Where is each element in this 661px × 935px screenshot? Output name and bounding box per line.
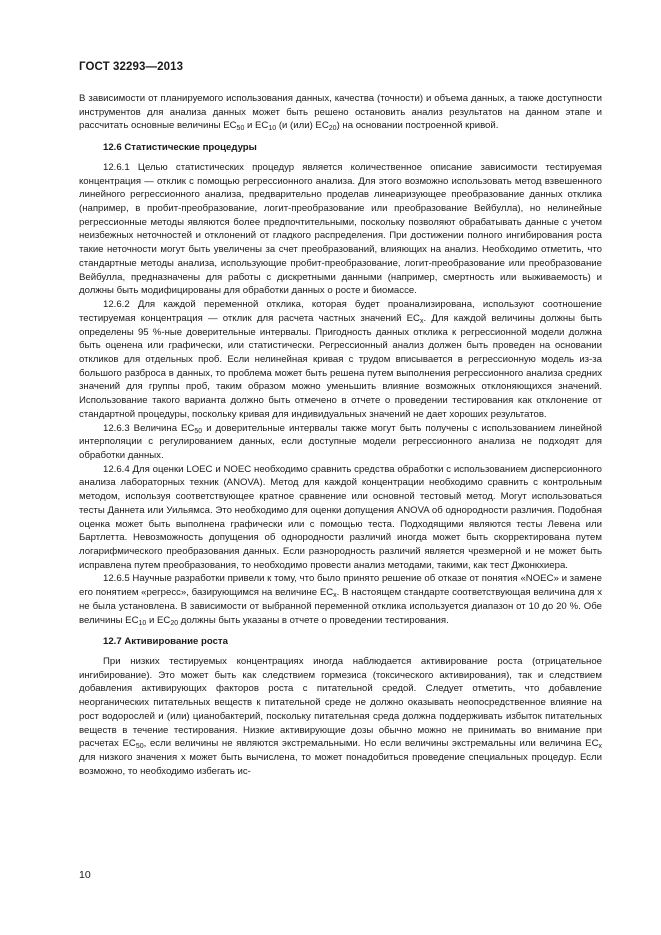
text-run: 12.6.5 Научные разработки привели к тому, что было принято решение об отказе от понятия «NOEC» и замене его понятием «регресс», базирующимся на величине EC [79, 573, 602, 599]
text-run: В зависимости от планируемого использования данных, качества (точности) и объема данных, а также доступности инструментов для анализа данных может быть решено остановить анализ результатов на данном этапе и рассчитать основные величины EC [79, 93, 602, 132]
intro-paragraph [79, 92, 602, 133]
text-run: ) на основании построенной кривой. [336, 120, 499, 132]
text-run: , если величины не являются экстремальными. Но если величины экстремальны или величина EC [143, 738, 599, 750]
text-run: (и (или) EC [276, 120, 329, 132]
subscript: 50 [236, 125, 245, 133]
section-heading-12-6: 12.6 Статистические процедуры [103, 142, 257, 154]
paragraph-12-6-3 [79, 422, 602, 463]
page-number: 10 [79, 869, 91, 881]
text-run: . Для каждой величины должны быть определены 95 %-ные доверительные интервалы. Пригодность данных отклика к регрессионной модели должна быть оценена или графически, или статистически. Регрессионный анализ должен быть проведен на основании откликов для отдельных проб. Если нелинейная кривая с трудом вписывается в регрессионную модель из-за большого разброса в данных, то проблема может быть решена путем выполнения регрессионного анализа средних значений для группы проб, таким образом можно уменьшить влияние возможных отклоняющихся значений. Использование такого варианта должно быть отмечено в отчете о проведении тестирования как отклонение от стандартной процедуры, поскольку кривая для индивидуальных значений не дает хороших результатов. [79, 312, 603, 420]
document-body [79, 92, 602, 779]
text-run: 12.6.3 Величина EC [103, 422, 195, 434]
text-run: для низкого значения x может быть вычислена, то может понадобиться проведение специальных процедур. Если возможно, то необходимо избегать ис- [79, 752, 602, 777]
section-heading-12-7: 12.7 Активирование роста [103, 636, 228, 648]
paragraph-12-6-4: 12.6.4 Для оценки LOEC и NOEC необходимо сравнить средства обработки с использованием дисперсионного анализа лабораторных техник (ANOVA). Метод для каждой концентрации необходимо сравнить с контрольным методом, используя соответствующее кратное сравнение или основной тестовый метод. Могут использоваться тесты Даннета или Уильямса. Это необходимо для оценки допущения ANOVA об однородности различия. Подобная оценка может быть выполнена графически или с помощью теста. Подходящими являются тесты Левена или Бартлетта. Невозможность допущения об однородности различий иногда может быть скорректирована путем логарифмического преобразования данных. Если разнородность различий является чрезмерной и не может быть исправлена путем преобразования, то необходимо провести анализ методами, такими, как тест Джонкхиера. [79, 463, 602, 571]
text-run: и доверительные интервалы также могут быть получены с использованием линейной интерполяции с регулированием данных, если доступные модели регрессионного анализа не подходят для обработки данных. [79, 422, 602, 461]
paragraph-12-6-2 [79, 298, 602, 421]
text-run: и EC [146, 614, 171, 626]
text-run: 12.6.2 Для каждой переменной отклика, которая будет проанализирована, используют соотношение тестируемая концентрация — отклик для расчета частных значений EC [79, 299, 602, 324]
subscript: 10 [138, 619, 147, 627]
subscript: 50 [135, 743, 144, 751]
document-header: ГОСТ 32293—2013 [79, 61, 184, 73]
subscript: 20 [328, 125, 337, 133]
paragraph-12-6-5 [79, 572, 602, 627]
subscript: 20 [170, 619, 179, 627]
text-run: и EC [244, 120, 269, 132]
text-run: При низких тестируемых концентрациях иногда наблюдается активирование роста (отрицательное ингибирование). Это может быть как следствием гормезиса (токсического активирования), так и следствием добавления активирующих факторов роста с питательной средой. Следует отметить, что добавление неорганических питательных веществ к питательной среде не должно оказывать неопосредственное влияние на рост водорослей и (или) цианобактерий, поскольку питательная среда должна поддерживать избыток питательных веществ в течение тестирования. Низкие активирующие дозы обычно можно не принимать во внимание при расчетах EC [79, 656, 602, 750]
subscript: x [420, 317, 424, 325]
paragraph-12-6-1: 12.6.1 Целью статистических процедур является количественное описание зависимости тестируемая концентрация — отклик с помощью регрессионного анализа. Для этого возможно использовать метод взвешенного линейного регрессионного анализа, предварительно проделав линеаризующее преобразование данных отклика (например, в пробит-преобразование, логит-преобразование или преобразование Вейбулла), но нелинейные регрессионные методы являются более предпочтительными, поскольку позволяют обрабатывать данные с учетом неизбежных неточностей и отклонений от гладкого распределения. При достижении полного ингибирования роста такие неточности могут быть увеличены за счет преобразований, влияющих на анализ. Необходимо отметить, что стандартные методы анализа, использующие пробит-преобразование, логит-преобразование или преобразование Вейбулла, предназначены для работы с дискретными данными (например, смертность или выживаемость) и должны быть модифицированы для обработки данных о росте и биомассе. [79, 161, 602, 297]
paragraph-12-7 [79, 655, 602, 778]
subscript: 50 [194, 427, 203, 435]
subscript: x [333, 592, 337, 600]
subscript: 10 [268, 125, 277, 133]
text-run: . В настоящем стандарте соответствующая величина для x не была установлена. В зависимости от выбранной переменной отклика используется диапазон от 10 до 20 %. Обе величины EC [79, 587, 602, 626]
text-run: должны быть указаны в отчете о проведении тестирования. [178, 614, 449, 626]
subscript: x [598, 743, 602, 751]
